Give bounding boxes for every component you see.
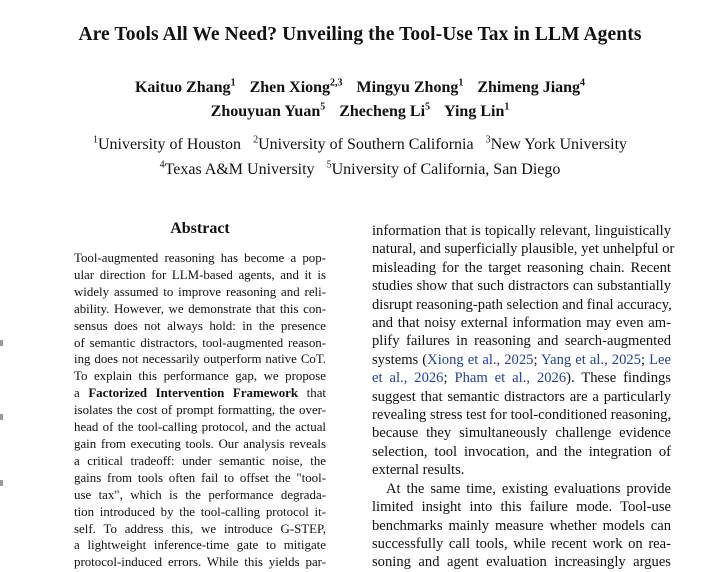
author: Mingyu Zhong$^1$: [356, 78, 464, 97]
body-line: studies show that such distractors can substantially: [372, 278, 671, 295]
abstract-line: use tax", which is the performance degrada-: [74, 487, 326, 502]
affiliation: $^5$University of California, San Diego: [326, 159, 561, 178]
citation-link[interactable]: Lee: [649, 351, 671, 368]
margin-mark: [0, 414, 3, 420]
abstract-line: a lightweight inference-time gate to mitigate: [74, 538, 326, 553]
abstract-body: [74, 250, 326, 571]
abstract-heading: Abstract: [170, 220, 230, 237]
author: Zhecheng Li$^5$: [339, 101, 431, 120]
author-row-1: [0, 74, 720, 97]
author: Zhimeng Jiang$^4$: [477, 78, 586, 97]
abstract-line: sensus does not always hold: in the presence: [74, 318, 326, 333]
paper-title: Are Tools All We Need? Unveiling the Tool-Use Tax in LLM Agents: [78, 24, 642, 45]
abstract-line: gains from tools often fail to offset the "tool-: [74, 470, 326, 485]
body-line: misleading for the target reasoning chain. Recent: [372, 259, 671, 276]
author-row-2: [0, 97, 720, 120]
body-line: et al., 2026; Pham et al., 2026). These findings: [372, 370, 671, 387]
affiliation-list: [0, 131, 720, 180]
body-line: and that noisy external information may even am-: [372, 315, 671, 332]
body-line: benchmarks mainly measure whether models can: [372, 517, 671, 534]
affiliation: $^2$University of Southern California: [253, 135, 474, 154]
abstract-line: gain from executing tools. Our analysis reveals: [74, 436, 326, 451]
abstract-line: head of the tool-calling protocol, and the actual: [74, 420, 326, 435]
margin-mark: [0, 340, 3, 346]
abstract-line: ular direction for LLM-based agents, and it is: [74, 267, 326, 282]
body-line: limited insight into this failure mode. Tool-use: [372, 499, 671, 516]
affiliation: $^3$New York University: [485, 135, 628, 154]
citation-link[interactable]: Yang et al., 2025: [541, 351, 641, 368]
body-line: selection, tool invocation, and the integration of: [372, 443, 671, 460]
affiliation: $^1$University of Houston: [92, 135, 242, 154]
abstract-line: To explain this performance gap, we propose: [74, 369, 326, 384]
body-line: revealing stress test for tool-conditioned reasoning,: [372, 407, 672, 424]
abstract-line: ing does not necessarily outperform native CoT.: [74, 352, 326, 367]
body-line: information that is topically relevant, linguistically: [372, 223, 671, 239]
author: Zhen Xiong$^{2,3}$: [249, 78, 343, 97]
body-line: plify failures in reasoning and search-augmented: [372, 333, 671, 350]
author-list: [0, 74, 720, 121]
body-line: successfully call tools, while recent work on rea-: [372, 535, 671, 552]
body-line: At the same time, existing evaluations provide: [386, 480, 671, 497]
abstract-line: tion introduced by the tool-calling protocol it-: [74, 504, 326, 519]
intro-body: [372, 222, 675, 572]
body-line: disrupt reasoning-path selection and final accuracy,: [372, 296, 672, 313]
abstract-line: ability. However, we demonstrate that this con-: [74, 301, 326, 316]
affiliation: $^4$Texas A&M University: [159, 159, 315, 178]
abstract-line: a Factorized Intervention Framework that: [74, 386, 326, 401]
citation-link[interactable]: Pham et al., 2026: [454, 370, 567, 387]
abstract-line: of semantic distractors, tool-augmented reason-: [74, 335, 326, 350]
citation-link[interactable]: et al., 2026: [372, 370, 444, 387]
author: Zhouyuan Yuan$^5$: [210, 101, 326, 120]
abstract-line: protocol-induced errors. While this yields par-: [74, 555, 326, 570]
abstract-line: self. To address this, we introduce G-STEP,: [74, 521, 326, 536]
body-line: external results.: [372, 462, 465, 479]
body-line: systems (Xiong et al., 2025; Yang et al., 2025; Lee: [372, 351, 671, 368]
body-line: soning and agent evaluation increasingly argues: [372, 554, 671, 571]
abstract-line: a critical tradeoff: under semantic noise, the: [74, 453, 326, 468]
affiliation-row-2: [0, 155, 720, 179]
abstract-line: widely assumed to improve reasoning and reli-: [74, 284, 326, 299]
body-line: natural, and superficially plausible, yet unhelpful or: [372, 241, 675, 258]
author: Ying Lin$^1$: [444, 101, 510, 120]
author: Kaituo Zhang$^1$: [134, 78, 236, 97]
margin-mark: [0, 480, 3, 486]
framework-name: Factorized Intervention Framework: [88, 386, 299, 401]
abstract-line: isolates the cost of prompt formatting, the over-: [74, 403, 326, 418]
citation-link[interactable]: Xiong et al., 2025: [427, 351, 534, 368]
body-line: because they simultaneously challenge evidence: [372, 425, 671, 442]
body-line: suggest that semantic distractors are a particularly: [372, 388, 671, 405]
affiliation-row-1: [0, 131, 720, 155]
abstract-line: Tool-augmented reasoning has become a pop-: [74, 251, 326, 265]
